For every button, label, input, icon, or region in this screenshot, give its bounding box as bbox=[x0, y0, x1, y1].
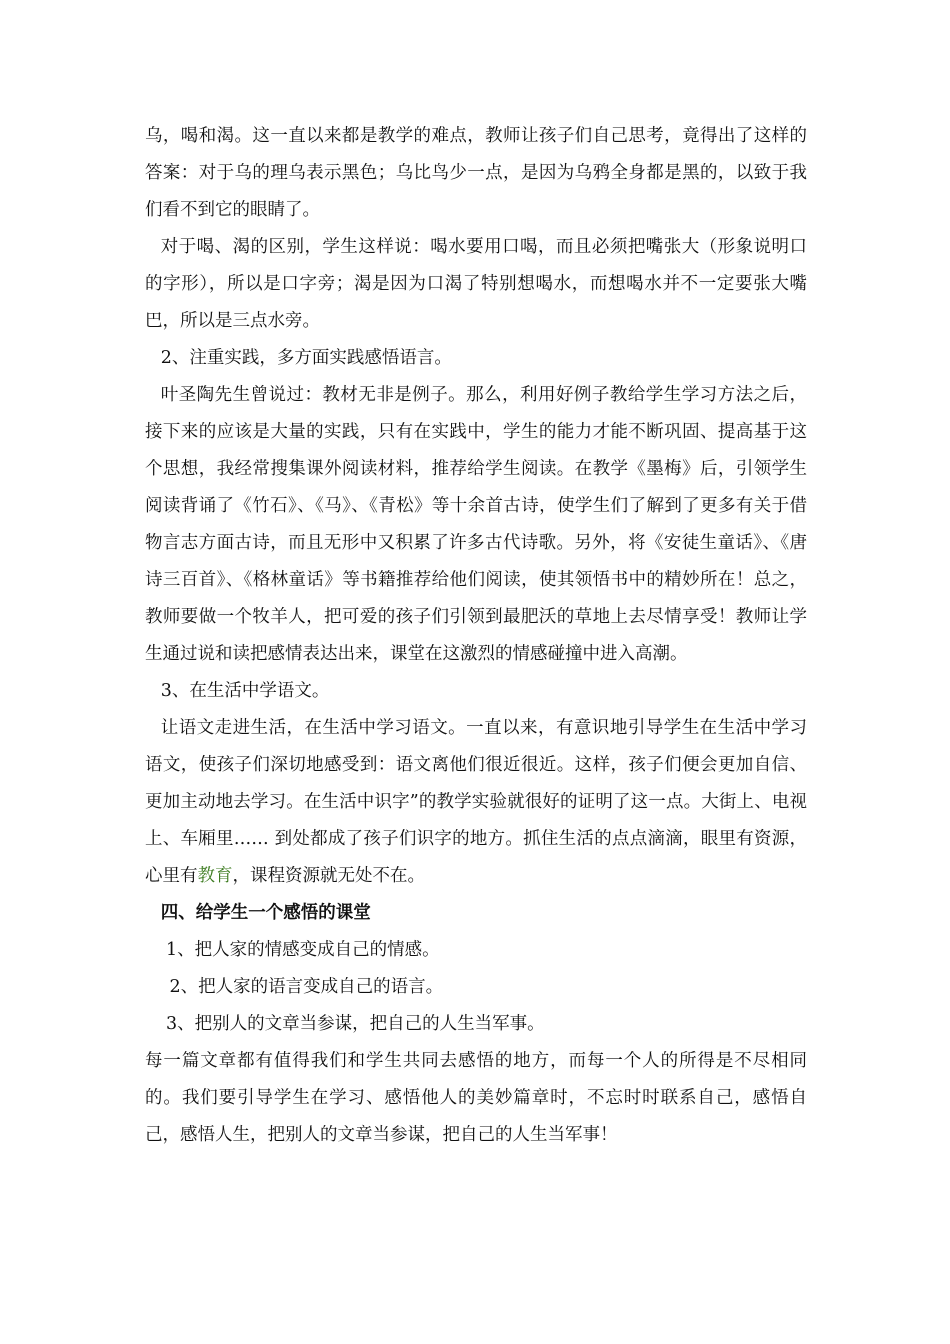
document-page bbox=[145, 118, 807, 1154]
education-link[interactable]: 教育 bbox=[197, 866, 233, 886]
paragraph-closing: 每一篇文章都有值得我们和学生共同去感悟的地方，而每一个人的所得是不尽相同的。我们要引导学生在学习、感悟他人的美妙篇章时，不忘时时联系自己，感悟自己，感悟人生，把别人的文章当参谋，把自己的人生当军事！ bbox=[145, 1051, 807, 1145]
paragraph-language-in-life-tail: ，课程资源就无处不在。 bbox=[232, 866, 425, 886]
paragraph-language-in-life-text: 让语文走进生活，在生活中学习语文。一直以来，有意识地引导学生在生活中学习语文，使孩子们深切地感受到：语文离他们很近很近。这样，孩子们便会更加自信、更加主动地去学习。在生活中识字”的教学实验就很好的证明了这一点。大街上、电视上、车厢里…… 到处都成了孩子们识字的地方。抓住生活的点点滴滴，眼里有资源，心里有 bbox=[145, 718, 807, 886]
list-item-3: 3、把别人的文章当参谋，把自己的人生当军事。 bbox=[166, 1014, 545, 1034]
paragraph-ye-shengtao: 叶圣陶先生曾说过：教材无非是例子。那么，利用好例子教给学生学习方法之后，接下来的应该是大量的实践，只有在实践中，学生的能力才能不断巩固、提高基于这个思想，我经常搜集课外阅读材料，推荐给学生阅读。在教学《墨梅》后，引领学生阅读背诵了《竹石》、《马》、《青松》等十余首古诗，使学生们了解到了更多有关于借物言志方面古诗，而且无形中又积累了许多古代诗歌。另外，将《安徒生童话》、《唐诗三百首》、《格林童话》等书籍推荐给他们阅读，使其领悟书中的精妙所在！总之，教师要做一个牧羊人，把可爱的孩子们引领到最肥沃的草地上去尽情享受！教师让学生通过说和读把感情表达出来，课堂在这激烈的情感碰撞中进入高潮。 bbox=[145, 385, 807, 664]
section-heading-four: 四、给学生一个感悟的课堂 bbox=[160, 903, 371, 923]
subheading-life-learning: 3、在生活中学语文。 bbox=[160, 681, 330, 701]
subheading-practice: 2、注重实践，多方面实践感悟语言。 bbox=[160, 348, 452, 368]
paragraph-wu-explanation: 乌，喝和渴。这一直以来都是教学的难点，教师让孩子们自己思考，竟得出了这样的答案：对于乌的理乌表示黑色；乌比鸟少一点，是因为乌鸦全身都是黑的，以致于我们看不到它的眼睛了。 bbox=[145, 126, 807, 220]
list-item-2: 2、把人家的语言变成自己的语言。 bbox=[169, 977, 444, 997]
paragraph-he-ke-difference: 对于喝、渴的区别，学生这样说：喝水要用口喝，而且必须把嘴张大（形象说明口的字形），所以是口字旁；渴是因为口渴了特别想喝水，而想喝水并不一定要张大嘴巴，所以是三点水旁。 bbox=[145, 237, 807, 331]
list-item-1: 1、把人家的情感变成自己的情感。 bbox=[166, 940, 440, 960]
paragraph-language-in-life bbox=[145, 710, 807, 895]
